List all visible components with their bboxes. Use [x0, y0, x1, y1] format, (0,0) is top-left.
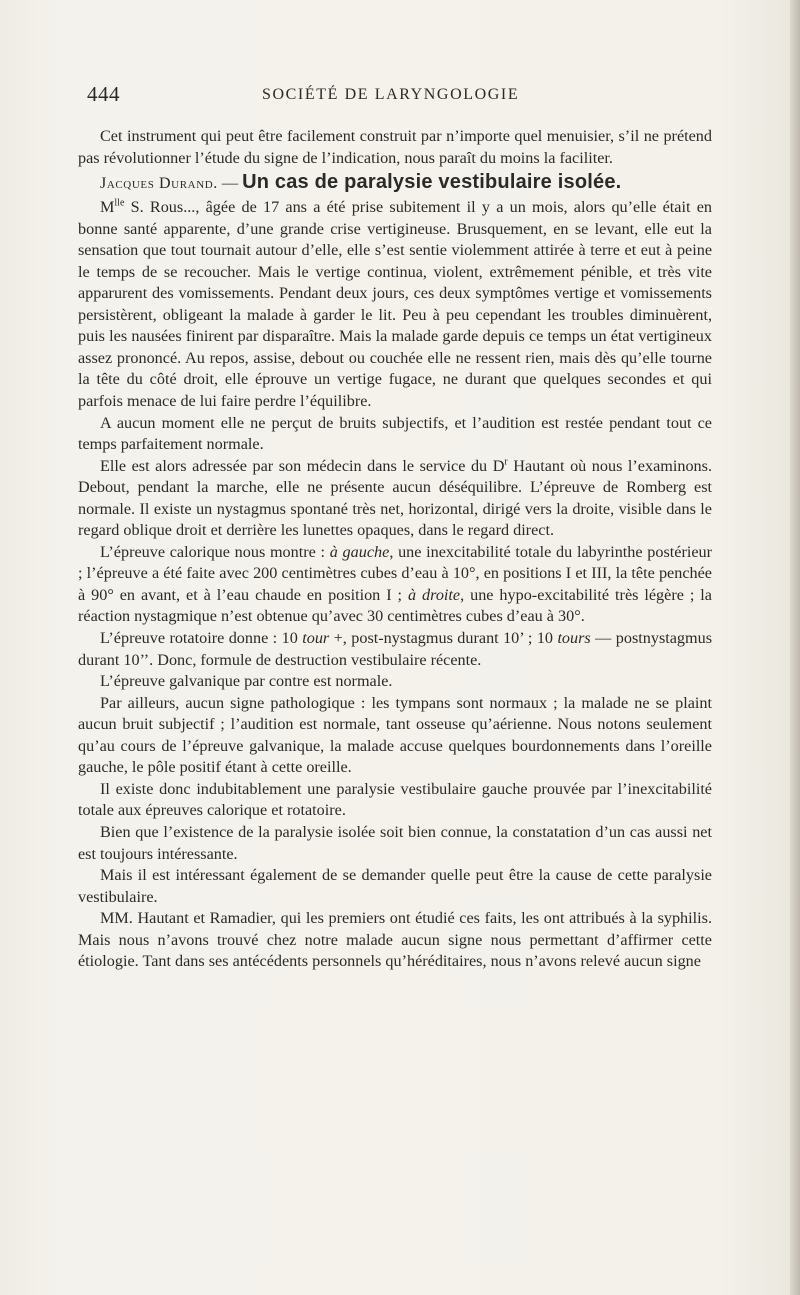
- article-heading: [78, 169, 712, 197]
- rotatory-tours-label: tours: [557, 629, 591, 648]
- rotatory-tour-label: tour: [302, 629, 330, 648]
- intro-paragraph: Cet instrument qui peut être facilement construit par n’importe quel menuisier, s’il ne prétend pas révolutionner l’étude du signe de l’indication, nous paraît du moins la faciliter.: [78, 127, 712, 167]
- paragraph-interest: Bien que l’existence de la paralysie isolée soit bien connue, la constatation d’un cas aussi net est toujours intéressante.: [78, 822, 712, 863]
- paragraph-caloric-test: [78, 542, 712, 628]
- title-abbrev: M: [100, 198, 115, 217]
- page-number: 444: [87, 82, 120, 106]
- case-history-text: S. Rous..., âgée de 17 ans a été prise subitement il y a un mois, alors qu’elle était en bonne santé apparente, d’une grande crise vertigineuse. Brusquement, en se levant, elle eut la sensation que tout tournait autour d’elle, elle s’est sentie violemment attirée à terre et eut à peine le temps de se recoucher. Mais le vertige continua, violent, extrêmement pénible, et très vite apparurent des vomissements. Pendant deux jours, ces deux symptômes vertige et vomissements persistèrent, obligeant la malade à garder le lit. Peu à peu cependant les troubles diminuèrent, puis les nausées finirent par disparaître. Mais la malade garde depuis ce temps un état vertigineux assez prononcé. Au repos, assise, debout ou couchée elle ne ressent rien, mais dès qu’elle tourne la tête du côté droit, elle éprouve un vertige fugace, ne durant que quelques secondes et qui parfois menace de lui faire perdre l’équilibre.: [78, 198, 712, 411]
- article-author: Jacques Durand.: [100, 175, 218, 193]
- paragraph-other-signs: Par ailleurs, aucun signe pathologique : les tympans sont normaux ; la malade ne se plaint aucun bruit subjectif ; l’audition est normale, tant osseuse qu’aérienne. Nous notons seulement qu’au cours de l’épreuve galvanique, la malade accuse quelques bourdonnements dans l’oreille gauche, le pôle positif étant à cette oreille.: [78, 693, 712, 777]
- rotatory-text-a: L’épreuve rotatoire donne : 10: [100, 629, 303, 648]
- page-header: [87, 82, 707, 112]
- doctor-superscript: r: [504, 456, 508, 468]
- paragraph-audition: A aucun moment elle ne perçut de bruits subjectifs, et l’audition est restée pendant tout ce temps parfaitement normale.: [78, 413, 712, 454]
- paragraph-case-history: [78, 197, 712, 412]
- examination-text-a: Elle est alors adressée par son médecin dans le service du D: [100, 456, 505, 475]
- caloric-text-a: L’épreuve calorique nous montre :: [100, 542, 330, 561]
- paragraph-etiology: MM. Hautant et Ramadier, qui les premiers ont étudié ces faits, les ont attribués à la syphilis. Mais nous n’avons trouvé chez notre malade aucun signe nous permettant d’affirmer cette étiologie. Tant dans ses antécédents personnels qu’héréditaires, nous n’avons relevé aucun signe: [78, 909, 712, 971]
- page-edge: [790, 0, 800, 1295]
- running-title: SOCIÉTÉ DE LARYNGOLOGIE: [262, 86, 520, 103]
- title-superscript: lle: [114, 197, 125, 209]
- caloric-text-c: , une hypo-excitabilité très légère ; la réaction nystagmique n’est obtenue qu’avec 30 centimètres cubes d’eau à 30°.: [78, 585, 712, 626]
- caloric-right-label: à droite: [408, 585, 461, 604]
- article-title: Un cas de paralysie vestibulaire isolée.: [242, 171, 622, 194]
- examination-text-b: Hautant où nous l’examinons. Debout, pendant la marche, elle ne présente aucun déséquilibre. L’épreuve de Romberg est normale. Il existe un nystagmus spontané très net, horizontal, dirigé vers la droite, visible dans le regard oblique droit et derrière les lunettes opaques, dans le regard direct.: [78, 456, 712, 540]
- caloric-left-label: à gauche: [329, 542, 390, 561]
- paragraph-galvanic-test: L’épreuve galvanique par contre est normale.: [100, 672, 393, 691]
- rotatory-text-c: — postnystagmus durant 10’’. Donc, formule de destruction vestibulaire récente.: [78, 629, 713, 669]
- paragraph-examination: [78, 456, 712, 542]
- heading-dash: —: [221, 174, 239, 193]
- caloric-text-b: , une inexcitabilité totale du labyrinthe postérieur ; l’épreuve a été faite avec 200 centimètres cubes d’eau à 10°, en positions I et III, la tête penchée à 90° en avant, et à l’eau chaude en position I ;: [78, 542, 713, 604]
- paragraph-cause: Mais il est intéressant également de se demander quelle peut être la cause de cette paralysie vestibulaire.: [78, 866, 712, 906]
- page-body: [78, 126, 712, 973]
- paragraph-rotatory-test: [78, 628, 712, 671]
- paragraph-conclusion: Il existe donc indubitablement une paralysie vestibulaire gauche prouvée par l’inexcitabilité totale aux épreuves calorique et rotatoire.: [78, 779, 712, 820]
- rotatory-text-b: +, post-nystagmus durant 10’ ; 10: [329, 629, 558, 648]
